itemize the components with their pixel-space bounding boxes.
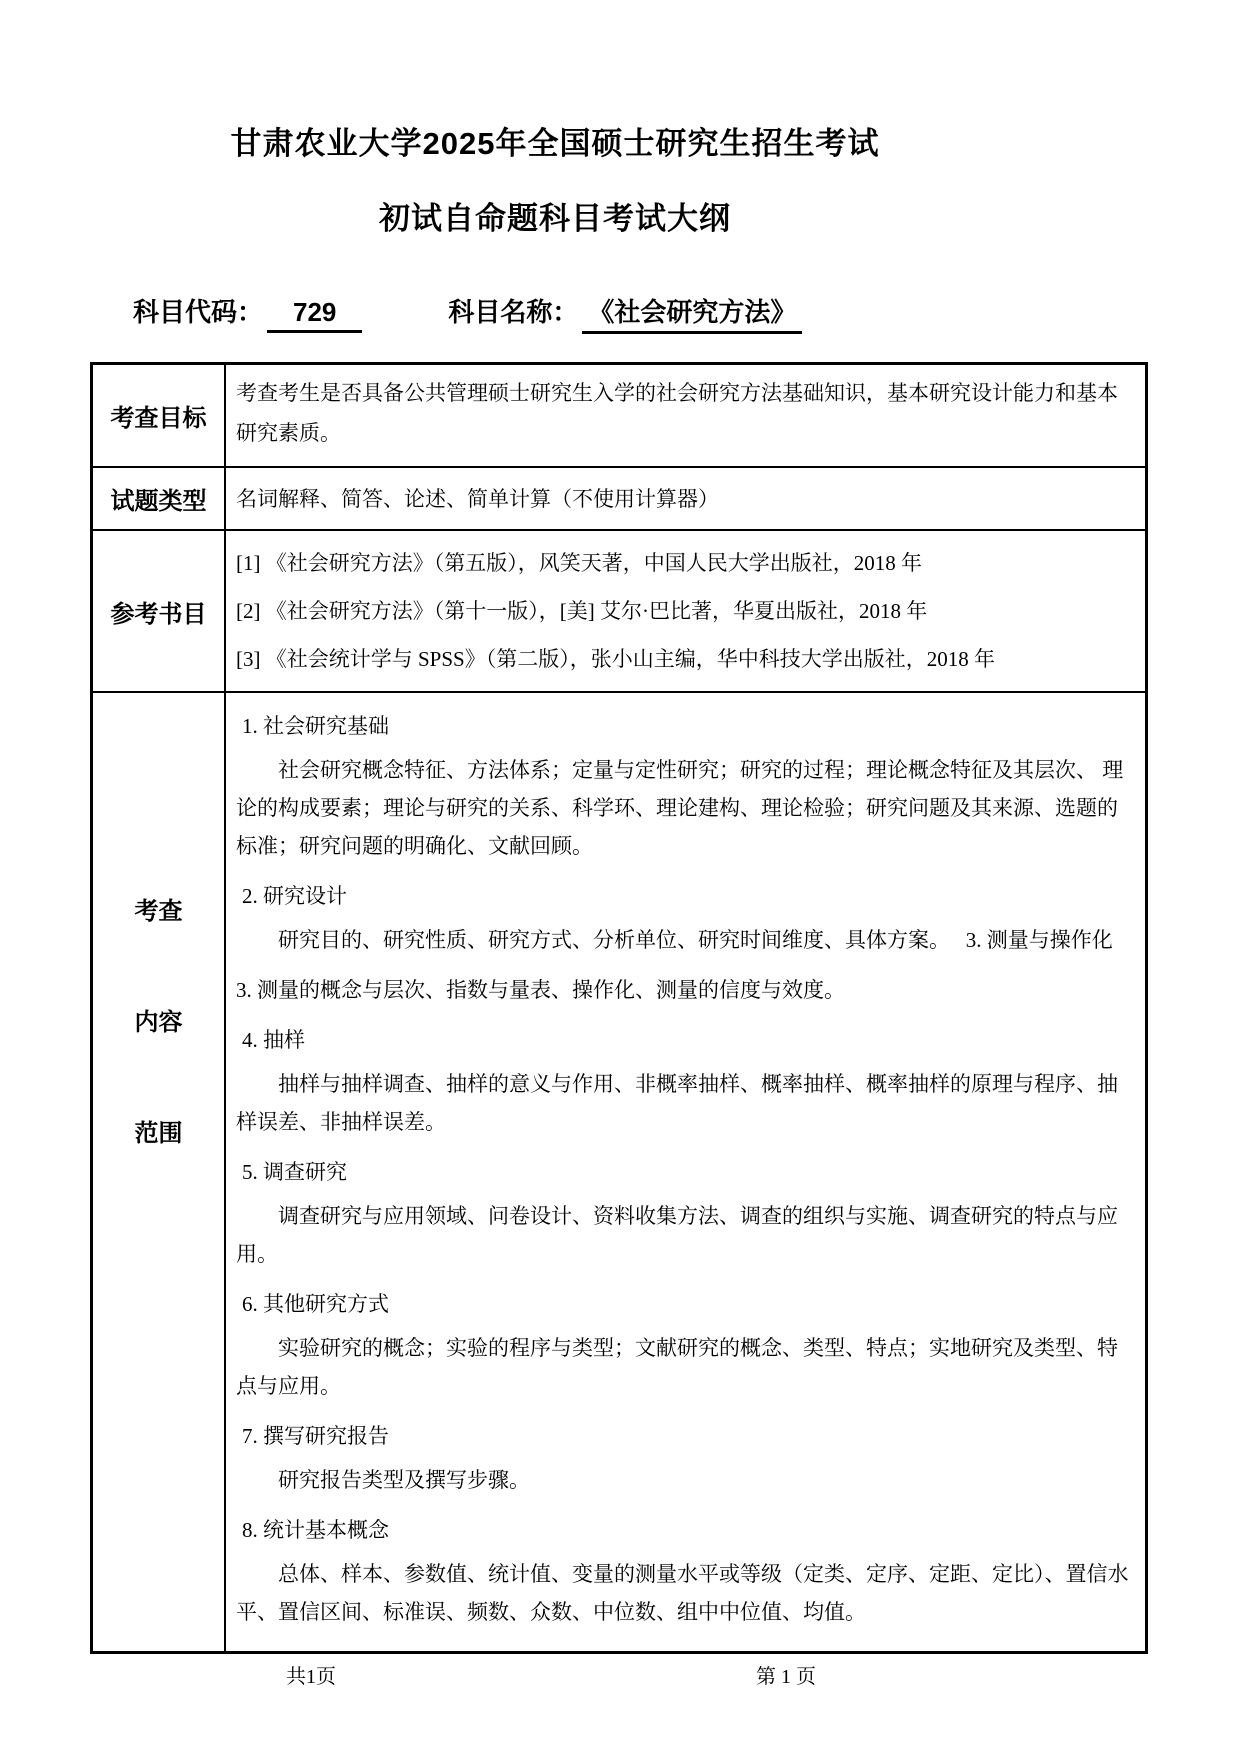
section-body: 社会研究概念特征、方法体系；定量与定性研究；研究的过程；理论概念特征及其层次、 理论的构成要素；理论与研究的关系、科学环、理论建构、理论检验；研究问题及其来源、选题的标准；研究问题的明确化、文献回顾。 xyxy=(236,758,1124,858)
section-body: 总体、样本、参数值、统计值、变量的测量水平或等级（定类、定序、定距、定比）、置信水平、置信区间、标准误、频数、众数、中位数、组中中位值、均值。 xyxy=(236,1562,1129,1624)
section-heading: 2. 研究设计 xyxy=(242,884,347,908)
section-body: 3. 测量的概念与层次、指数与量表、操作化、测量的信度与效度。 xyxy=(236,978,845,1002)
exam-outline-table xyxy=(90,362,1148,1654)
scope-label xyxy=(93,693,226,1651)
table-row-scope xyxy=(93,693,1145,1651)
footer-page-count: 共1页 xyxy=(286,1666,336,1688)
objectives-content: 考查考生是否具备公共管理硕士研究生入学的社会研究方法基础知识，基本研究设计能力和基本研究素质。 xyxy=(236,381,1118,445)
references-label: 参考书目 xyxy=(93,531,226,691)
scope-section-3 xyxy=(236,971,1131,1009)
scope-label-line: 内容 xyxy=(134,1009,183,1036)
subject-name-label: 科目名称： xyxy=(448,297,579,327)
question-types-content: 名词解释、简答、论述、简单计算（不使用计算器） xyxy=(236,486,719,511)
table-row-references xyxy=(93,531,1145,693)
scope-label-line: 考查 xyxy=(134,898,183,925)
document-title: 甘肃农业大学2025年全国硕士研究生招生考试 xyxy=(230,126,880,161)
section-body: 实验研究的概念；实验的程序与类型；文献研究的概念、类型、特点；实地研究及类型、特点与应用。 xyxy=(236,1336,1118,1398)
section-body: 研究报告类型及撰写步骤。 xyxy=(278,1468,530,1492)
document-header xyxy=(90,118,1020,238)
objectives-label: 考查目标 xyxy=(93,365,226,466)
document-subtitle: 初试自命题科目考试大纲 xyxy=(379,201,731,236)
table-row-question-types xyxy=(93,468,1145,531)
scope-section-5 xyxy=(236,1153,1131,1273)
question-types-label: 试题类型 xyxy=(93,468,226,529)
section-heading: 7. 撰写研究报告 xyxy=(242,1424,389,1448)
subject-line xyxy=(133,292,802,334)
section-body: 抽样与抽样调查、抽样的意义与作用、非概率抽样、概率抽样、概率抽样的原理与程序、抽样误差、非抽样误差。 xyxy=(236,1072,1118,1134)
section-heading: 4. 抽样 xyxy=(242,1028,305,1052)
scope-section-4 xyxy=(236,1021,1131,1141)
section-heading: 1. 社会研究基础 xyxy=(242,714,389,738)
reference-item: [1] 《社会研究方法》（第五版），风笑天著，中国人民大学出版社，2018 年 xyxy=(236,551,922,575)
scope-section-2 xyxy=(236,877,1131,959)
section-heading: 6. 其他研究方式 xyxy=(242,1292,389,1316)
scope-section-1 xyxy=(236,707,1131,865)
scope-section-6 xyxy=(236,1285,1131,1405)
section-heading: 5. 调查研究 xyxy=(242,1160,347,1184)
references-content xyxy=(226,531,1145,691)
subject-name-value: 《社会研究方法》 xyxy=(582,292,802,334)
subject-code-value: 729 xyxy=(267,297,362,333)
reference-item: [3] 《社会统计学与 SPSS》（第二版），张小山主编，华中科技大学出版社，2018 年 xyxy=(236,647,995,671)
table-row-objectives xyxy=(93,365,1145,468)
scope-content xyxy=(226,693,1145,1651)
reference-item: [2] 《社会研究方法》（第十一版），[美] 艾尔·巴比著，华夏出版社，2018 年 xyxy=(236,599,928,623)
section-heading: 8. 统计基本概念 xyxy=(242,1518,389,1542)
section-body: 研究目的、研究性质、研究方式、分析单位、研究时间维度、具体方案。 3. 测量与操作化 xyxy=(278,928,1113,952)
scope-section-8 xyxy=(236,1511,1131,1631)
footer-page-number: 第 1 页 xyxy=(756,1666,816,1688)
scope-label-line: 范围 xyxy=(134,1120,183,1147)
scope-section-7 xyxy=(236,1417,1131,1499)
subject-code-label: 科目代码： xyxy=(133,297,264,327)
section-body: 调查研究与应用领域、问卷设计、资料收集方法、调查的组织与实施、调查研究的特点与应用。 xyxy=(236,1204,1118,1266)
